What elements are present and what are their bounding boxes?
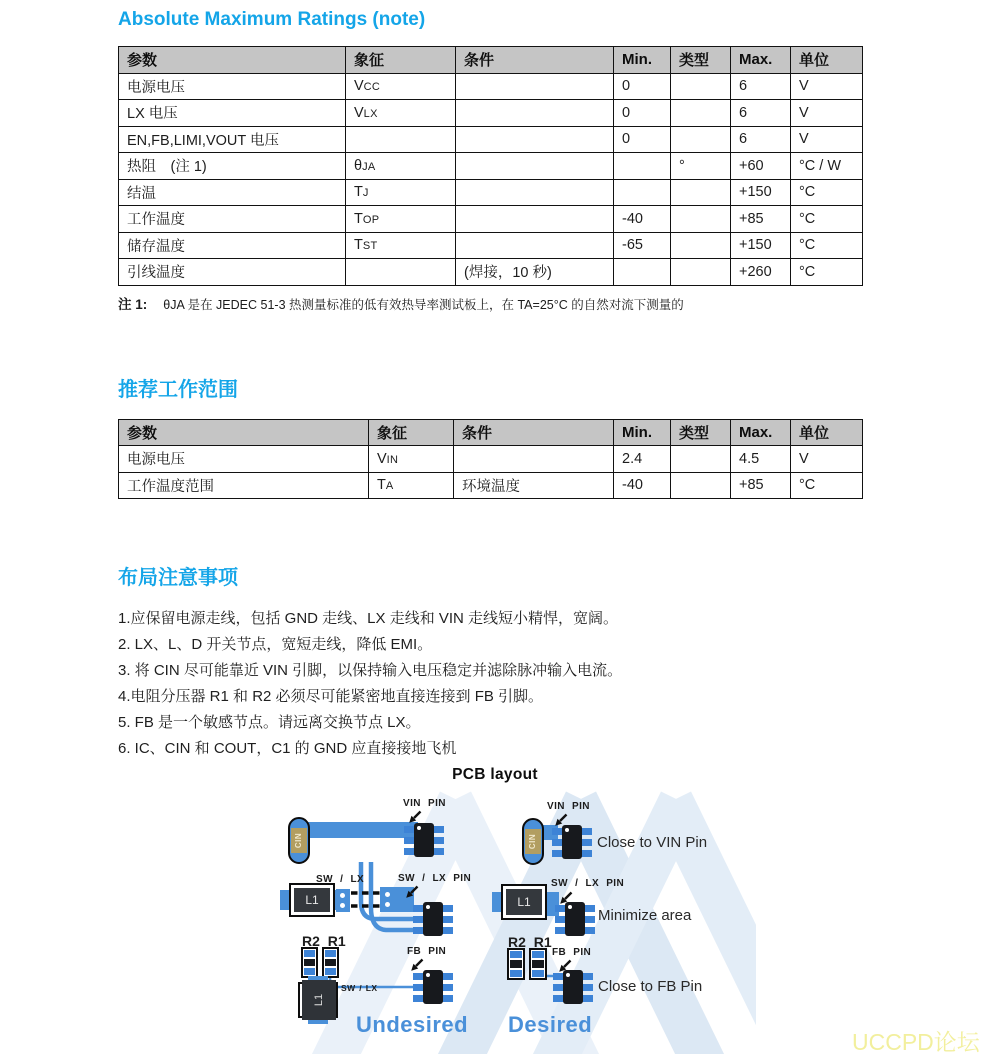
forum-watermark: UCCPD论坛	[852, 1029, 980, 1055]
vin-pin-label: VIN PIN	[403, 798, 446, 809]
cin-capacitor	[522, 818, 544, 865]
cell-typ	[671, 472, 731, 499]
cell-typ	[671, 206, 731, 233]
resistor-r1	[322, 947, 339, 978]
sw-lx-pin-label: SW / LX PIN	[398, 873, 472, 884]
arrow-icon	[553, 812, 569, 828]
cell-condition	[454, 446, 614, 473]
cell-unit: °C	[791, 232, 863, 259]
cell-unit: °C	[791, 206, 863, 233]
sw-lx-label: SW / LX	[341, 983, 378, 993]
cell-param: LX 电压	[119, 100, 346, 127]
cell-param: 工作温度	[119, 206, 346, 233]
cell-typ	[671, 259, 731, 286]
table-header-row	[119, 419, 863, 446]
fb-pin-label: FB PIN	[407, 946, 447, 957]
sw-lx-label: SW / LX	[316, 874, 365, 885]
ic-package	[413, 970, 453, 1004]
cell-condition	[456, 100, 614, 127]
col-header-typ: 类型	[671, 47, 731, 74]
cell-typ	[671, 100, 731, 127]
cin-label: CIN	[294, 832, 304, 849]
table-row	[119, 179, 863, 206]
table-row	[119, 100, 863, 127]
arrow-icon	[557, 958, 573, 974]
cell-max: +150	[731, 232, 791, 259]
cell-condition	[456, 206, 614, 233]
close-to-fb-annotation: Close to FB Pin	[598, 978, 703, 995]
pcb-title: PCB layout	[452, 766, 538, 783]
cell-param: 电源电压	[119, 446, 369, 473]
cell-min	[614, 179, 671, 206]
document-content	[118, 0, 862, 762]
cell-param: 工作温度范围	[119, 472, 369, 499]
pin1-marker	[417, 826, 421, 830]
cell-min: -40	[614, 472, 671, 499]
inductor-l1	[289, 883, 335, 917]
col-header-typ: 类型	[671, 419, 731, 446]
col-header-symbol: 象征	[369, 419, 454, 446]
cell-max: 6	[731, 73, 791, 100]
ic-package	[553, 970, 593, 1004]
cell-condition	[456, 73, 614, 100]
cell-max: +150	[731, 179, 791, 206]
ic-package	[552, 825, 592, 859]
cell-symbol: VCC	[346, 73, 456, 100]
undesired-caption: Undesired	[356, 1012, 469, 1037]
layout-title: 布局注意事项	[118, 567, 238, 589]
cell-min: 0	[614, 100, 671, 127]
vin-pin-label: VIN PIN	[547, 801, 590, 812]
pin1-marker	[565, 828, 569, 832]
arrow-icon	[404, 884, 420, 900]
note-label: 注 1:	[118, 296, 148, 312]
cell-max: +85	[731, 206, 791, 233]
note-text: θJA 是在 JEDEC 51-3 热测量标准的低有效热导率测试板上，在 TA=25°C 的自然对流下测量的	[163, 297, 684, 312]
sw-lx-pin-label: SW / LX PIN	[551, 878, 625, 889]
layout-note-item: 5. FB 是一个敏感节点。请远离交换节点 LX。	[118, 714, 421, 731]
table-row	[119, 232, 863, 259]
col-header-min: Min.	[614, 47, 671, 74]
cell-min: -65	[614, 232, 671, 259]
pin1-marker	[426, 973, 430, 977]
arrow-icon	[558, 890, 574, 906]
l1-label: L1	[305, 893, 319, 907]
ror-table	[118, 419, 863, 500]
pcb-layout-diagram	[270, 762, 756, 1054]
col-header-unit: 单位	[791, 47, 863, 74]
cell-unit: °C	[791, 472, 863, 499]
cell-symbol: VIN	[369, 446, 454, 473]
cell-condition	[456, 126, 614, 153]
table-row	[119, 126, 863, 153]
col-header-max: Max.	[731, 47, 791, 74]
layout-note-item: 4.电阻分压器 R1 和 R2 必须尽可能紧密地直接连接到 FB 引脚。	[118, 688, 544, 705]
l1-label: L1	[517, 895, 531, 909]
cell-symbol	[346, 259, 456, 286]
resistor-r2	[507, 948, 525, 980]
col-header-max: Max.	[731, 419, 791, 446]
cell-typ: °	[671, 153, 731, 180]
cell-condition: (焊接，10 秒)	[456, 259, 614, 286]
layout-note-item: 3. 将 CIN 尽可能靠近 VIN 引脚，以保持输入电压稳定并滤除脉冲输入电流。	[118, 662, 623, 679]
cell-min	[614, 153, 671, 180]
cell-max: +85	[731, 472, 791, 499]
table-header-row	[119, 47, 863, 74]
cell-condition	[456, 153, 614, 180]
layout-note-item: 1.应保留电源走线，包括 GND 走线、LX 走线和 VIN 走线短小精悍，宽阔。	[118, 610, 619, 627]
col-header-param: 参数	[119, 419, 369, 446]
cell-min: 0	[614, 73, 671, 100]
cell-param: 储存温度	[119, 232, 346, 259]
cell-typ	[671, 446, 731, 473]
close-to-vin-annotation: Close to VIN Pin	[597, 834, 708, 851]
cell-unit: °C / W	[791, 153, 863, 180]
table-row	[119, 73, 863, 100]
col-header-min: Min.	[614, 419, 671, 446]
cell-unit: °C	[791, 179, 863, 206]
cell-max: 4.5	[731, 446, 791, 473]
col-header-unit: 单位	[791, 419, 863, 446]
cell-min	[614, 259, 671, 286]
cell-param: 热阻 (注 1)	[119, 153, 346, 180]
cell-symbol: VLX	[346, 100, 456, 127]
cell-condition: 环境温度	[454, 472, 614, 499]
table-row	[119, 206, 863, 233]
cell-condition	[456, 232, 614, 259]
cell-max: +60	[731, 153, 791, 180]
cell-max: +260	[731, 259, 791, 286]
cell-symbol: TST	[346, 232, 456, 259]
cell-unit: V	[791, 73, 863, 100]
cell-param: EN,FB,LIMI,VOUT 电压	[119, 126, 346, 153]
cell-unit: V	[791, 126, 863, 153]
cell-param: 引线温度	[119, 259, 346, 286]
ic-package	[413, 902, 453, 936]
cin-label: CIN	[528, 833, 538, 850]
cell-max: 6	[731, 100, 791, 127]
col-header-param: 参数	[119, 47, 346, 74]
cell-param: 电源电压	[119, 73, 346, 100]
table-row	[119, 446, 863, 473]
cell-typ	[671, 73, 731, 100]
cell-symbol	[346, 126, 456, 153]
cell-symbol: TA	[369, 472, 454, 499]
inductor-l1-rotated	[298, 976, 340, 1024]
cell-typ	[671, 126, 731, 153]
cell-unit: °C	[791, 259, 863, 286]
ror-title: 推荐工作范围	[118, 378, 238, 401]
table-row	[119, 259, 863, 286]
table-row	[119, 472, 863, 499]
resistor-r2	[301, 947, 318, 978]
r2-r1-label: R2 R1	[302, 933, 346, 949]
table-row	[119, 153, 863, 180]
col-header-condition: 条件	[454, 419, 614, 446]
resistor-r1	[529, 948, 547, 980]
cell-symbol: TOP	[346, 206, 456, 233]
pin1-marker	[426, 905, 430, 909]
inductor-l1	[501, 884, 547, 920]
amr-note	[118, 293, 862, 313]
cin-capacitor	[288, 817, 310, 864]
col-header-symbol: 象征	[346, 47, 456, 74]
cell-min: 2.4	[614, 446, 671, 473]
layout-notes-list	[118, 606, 862, 762]
layout-note-item: 2. LX、L、D 开关节点，宽短走线，降低 EMI。	[118, 636, 433, 653]
ic-package	[404, 823, 444, 857]
via-block	[336, 889, 350, 912]
cell-min: 0	[614, 126, 671, 153]
layout-note-item: 6. IC、CIN 和 COUT，C1 的 GND 应直接接地飞机	[118, 740, 457, 757]
cell-symbol: TJ	[346, 179, 456, 206]
cell-unit: V	[791, 446, 863, 473]
amr-table	[118, 46, 863, 286]
cell-param: 结温	[119, 179, 346, 206]
fb-pin-label: FB PIN	[552, 947, 592, 958]
cell-condition	[456, 179, 614, 206]
vin-trace	[300, 822, 418, 838]
cell-symbol: θJA	[346, 153, 456, 180]
cell-max: 6	[731, 126, 791, 153]
cell-min: -40	[614, 206, 671, 233]
arrow-icon	[409, 957, 425, 973]
amr-title: Absolute Maximum Ratings (note)	[118, 9, 426, 30]
ic-package	[555, 902, 595, 936]
col-header-condition: 条件	[456, 47, 614, 74]
desired-caption: Desired	[508, 1012, 593, 1037]
minimize-area-annotation: Minimize area	[598, 907, 692, 924]
cell-unit: V	[791, 100, 863, 127]
r2-r1-label: R2 R1	[508, 934, 552, 950]
l1-label: L1	[313, 993, 325, 1007]
arrow-icon	[407, 809, 423, 825]
cell-typ	[671, 179, 731, 206]
cell-typ	[671, 232, 731, 259]
